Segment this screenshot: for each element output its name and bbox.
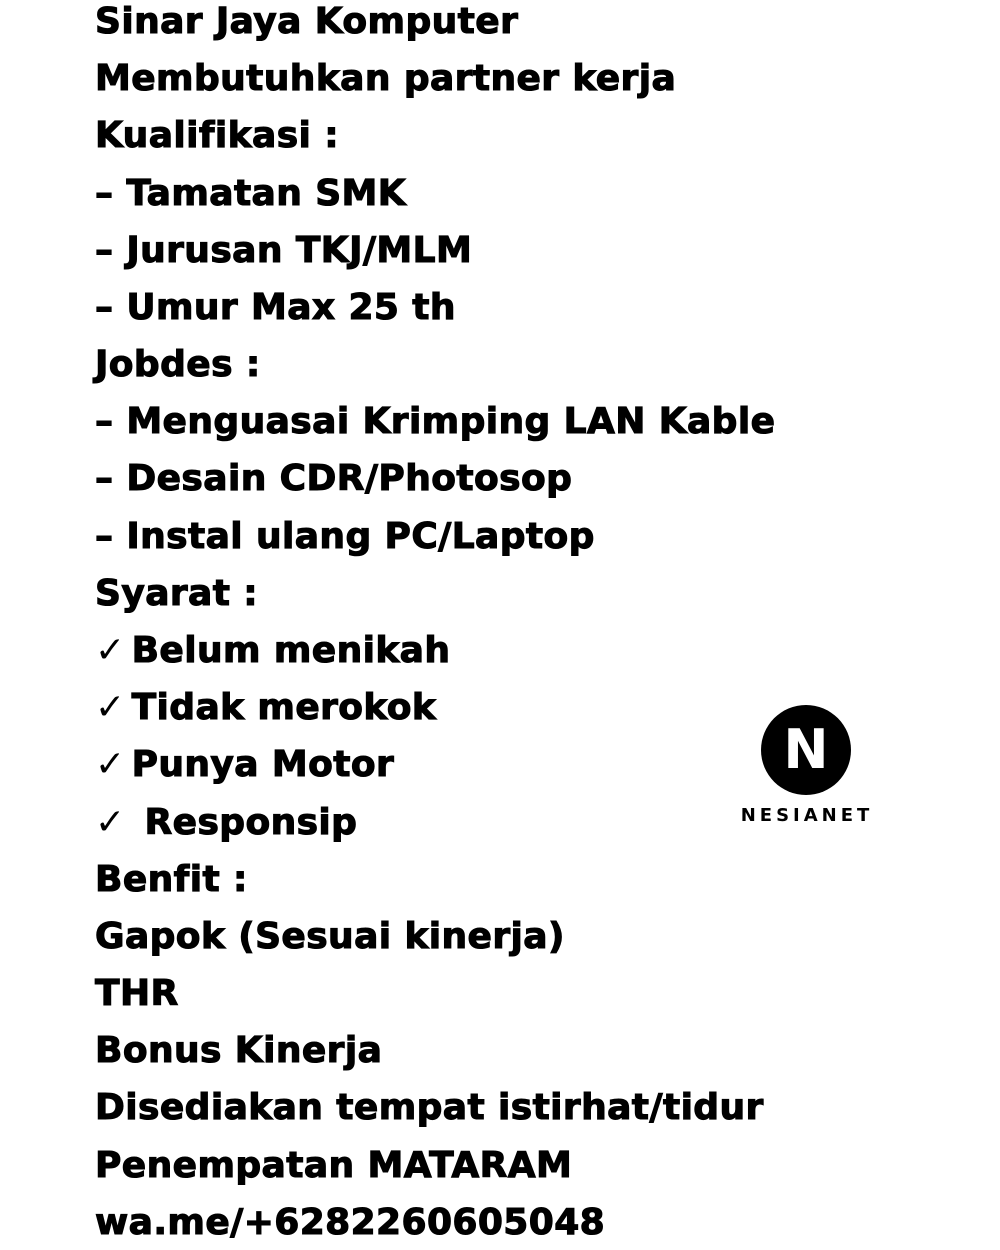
requirement-item [95, 629, 450, 673]
checkmark-icon: ✓ [95, 630, 126, 671]
company-name: Sinar Jaya Komputer [95, 1, 519, 42]
checkmark-icon: ✓ [95, 744, 126, 785]
logo-n-icon: N [761, 705, 851, 795]
requirement-label: Belum menikah [131, 630, 451, 671]
benefit-item: Gapok (Sesuai kinerja) [95, 916, 565, 957]
section-heading-jobdesc: Jobdes : [95, 344, 261, 385]
requirement-label: Responsip [131, 802, 358, 843]
qualification-item: – Umur Max 25 th [95, 287, 456, 328]
benefit-item: Disediakan tempat istirhat/tidur [95, 1087, 764, 1128]
requirement-label: Punya Motor [131, 744, 395, 785]
requirement-label: Tidak merokok [131, 687, 437, 728]
requirement-item [95, 686, 436, 730]
qualification-item: – Jurusan TKJ/MLM [95, 230, 473, 271]
jobdesc-item: – Menguasai Krimping LAN Kable [95, 401, 776, 442]
section-heading-requirements: Syarat : [95, 573, 259, 614]
logo-wordmark: NESIANET [740, 805, 874, 826]
section-heading-qualifications: Kualifikasi : [95, 115, 339, 156]
checkmark-icon: ✓ [95, 687, 126, 728]
placement-location: Penempatan MATARAM [95, 1145, 573, 1186]
section-heading-benefits: Benfit : [95, 859, 248, 900]
whatsapp-contact-link[interactable]: wa.me/+6282260605048 [95, 1202, 606, 1243]
qualification-item: – Tamatan SMK [95, 173, 407, 214]
headline: Membutuhkan partner kerja [95, 58, 677, 99]
benefit-item: THR [95, 973, 179, 1014]
jobdesc-item: – Desain CDR/Photosop [95, 458, 573, 499]
jobdesc-item: – Instal ulang PC/Laptop [95, 516, 595, 557]
nesianet-logo [735, 705, 879, 830]
checkmark-icon: ✓ [95, 802, 126, 843]
requirement-item [95, 801, 357, 845]
requirement-item [95, 743, 394, 787]
benefit-item: Bonus Kinerja [95, 1030, 383, 1071]
